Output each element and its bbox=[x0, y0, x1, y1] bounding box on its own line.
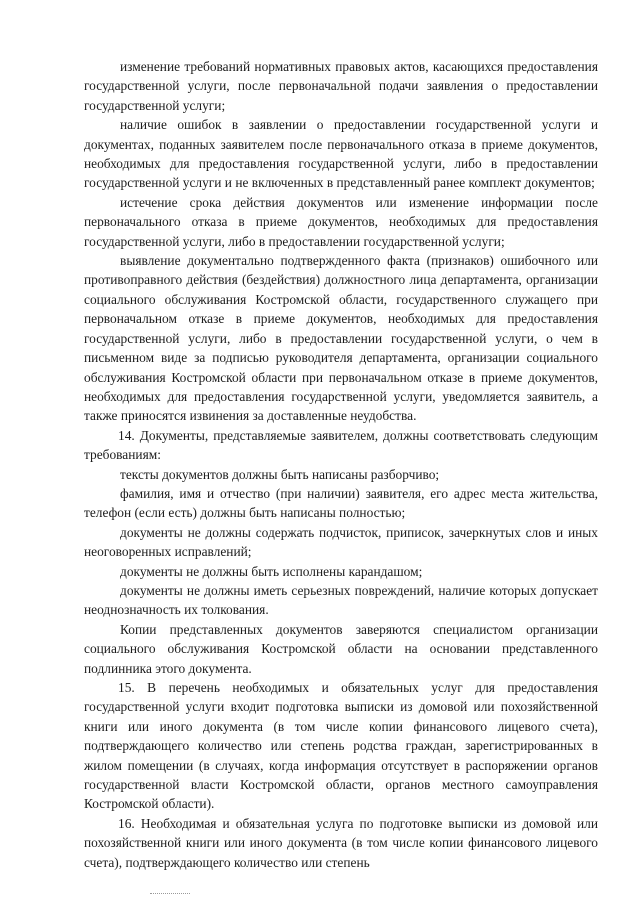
paragraph-errors-in-application: наличие ошибок в заявлении о предоставлении государственной услуги и документах, поданных заявителем после первоначального отказа в приеме документов, необходимых для предоставления государственной услуги, либо в предоставлении государственной услуги и не включенных в представленный ранее комплект документов; bbox=[84, 117, 598, 191]
footer-dotted-mark bbox=[150, 893, 190, 894]
paragraph-no-damage: документы не должны иметь серьезных повреждений, наличие которых допускает неоднозначность их толкования. bbox=[84, 582, 598, 618]
paragraph-item-14: 14. Документы, представляемые заявителем, должны соответствовать следующим требованиям: bbox=[84, 427, 598, 463]
paragraph-unlawful-action: выявление документально подтвержденного факта (признаков) ошибочного или противоправного действия (бездействия) должностного лица департамента, организации социального обслуживания Костромской области, государственного служащего при первоначальном отказе в приеме документов, необходимых для предоставления государственной услуги, либо в предоставлении государственной услуги, о чем в письменном виде за подписью руководителя департамента, организации социального обслуживания Костромской области при первоначальном отказе в приеме документов, необходимых для предоставления государственной услуги, уведомляется заявитель, а также приносятся извинения за доставленные неудобства. bbox=[84, 253, 598, 424]
paragraph-no-pencil: документы не должны быть исполнены карандашом; bbox=[120, 563, 423, 579]
paragraph-legible-text: тексты документов должны быть написаны разборчиво; bbox=[120, 466, 440, 482]
paragraph-requirements-change: изменение требований нормативных правовых актов, касающихся предоставления государственной услуги, после первоначальной подачи заявления о предоставлении государственной услуги; bbox=[84, 59, 598, 113]
document-page bbox=[84, 57, 598, 872]
paragraph-documents-expiry: истечение срока действия документов или изменение информации после первоначального отказа в приеме документов, необходимых для предоставления государственной услуги, либо в предоставлении государственной услуги; bbox=[84, 194, 598, 249]
paragraph-item-15: 15. В перечень необходимых и обязательных услуг для предоставления государственной услуги входит подготовка выписки из домовой или похозяйственной книги или иного документа (в том числе копии финансового лицевого счета), подтверждающего количество или степень родства граждан, зарегистрированных в жилом помещении (в случаях, когда информация отсутствует в распоряжении органов государственной власти Костромской области, органов местного самоуправления Костромской области). bbox=[84, 680, 598, 812]
paragraph-copies-certified: Копии представленных документов заверяются специалистом организации социального обслуживания Костромской области на основании представленного подлинника этого документа. bbox=[84, 621, 598, 676]
paragraph-full-name: фамилия, имя и отчество (при наличии) заявителя, его адрес места жительства, телефон (если есть) должны быть написаны полностью; bbox=[84, 485, 598, 521]
paragraph-item-16: 16. Необходимая и обязательная услуга по подготовке выписки из домовой или похозяйственной книги или иного документа (в том числе копии финансового лицевого счета), подтверждающего количество или степень bbox=[84, 815, 598, 870]
paragraph-no-corrections: документы не должны содержать подчисток, приписок, зачеркнутых слов и иных неоговоренных исправлений; bbox=[84, 524, 598, 560]
